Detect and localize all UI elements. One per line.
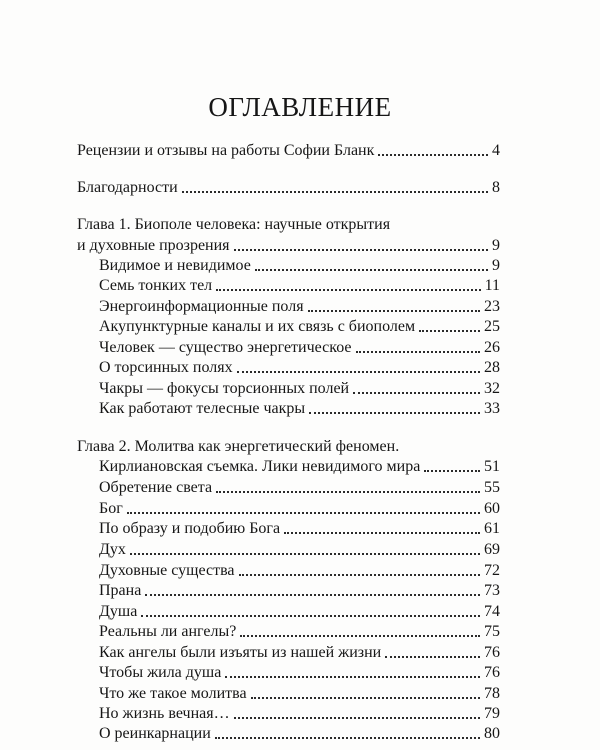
toc-subentry-page: 76	[484, 664, 500, 681]
dot-leader	[216, 289, 480, 291]
toc-subentry-page: 80	[484, 725, 500, 742]
toc-subentry-title: Реальны ли ангелы?	[99, 623, 237, 640]
toc-subentry-title: Видимое и невидимое	[99, 257, 251, 274]
toc-subentry[interactable]	[99, 297, 500, 317]
toc-subentry[interactable]	[99, 256, 500, 276]
toc-subentry-title: Семь тонких тел	[99, 277, 213, 294]
toc-subentry-title: Что же такое молитва	[99, 685, 247, 702]
dot-leader	[378, 154, 488, 156]
toc-subentry[interactable]	[99, 643, 500, 663]
toc-subentry-page: 28	[484, 359, 500, 376]
dot-leader	[141, 615, 480, 617]
toc-subentry-page: 51	[484, 458, 500, 475]
dot-leader	[240, 635, 480, 637]
dot-leader	[127, 512, 480, 514]
toc-subentry[interactable]	[99, 358, 500, 378]
toc-subentry-page: 74	[484, 603, 500, 620]
toc-subentry-title: Обретение света	[99, 479, 213, 496]
toc-subentry-title: Как работают телесные чакры	[99, 400, 306, 417]
toc-subentry-title: О реинкарнации	[99, 725, 211, 742]
toc-subentry[interactable]	[99, 622, 500, 642]
toc-subentry[interactable]	[99, 478, 500, 498]
toc-subentry-page: 33	[484, 400, 500, 417]
toc-subentry[interactable]	[99, 540, 500, 560]
toc-entry-page: 4	[492, 142, 500, 159]
toc-subentry-page: 9	[492, 257, 500, 274]
dot-leader	[234, 717, 480, 719]
toc-subentry[interactable]	[99, 561, 500, 581]
chapter-heading[interactable]: Глава 1. Биополе человека: научные открытия	[77, 216, 391, 233]
dot-leader	[385, 656, 480, 658]
dot-leader	[237, 371, 480, 373]
toc-subentry-title: Душа	[99, 603, 138, 620]
toc-subentry-page: 11	[484, 277, 500, 294]
toc-subentry-title: Дух	[99, 541, 126, 558]
toc-subentry-title: Но жизнь вечная…	[99, 705, 230, 722]
toc-subentry[interactable]	[99, 457, 500, 477]
toc-subentry-title: Кирлиановская съемка. Лики невидимого мира	[99, 458, 421, 475]
page-title: ОГЛАВЛЕНИЕ	[208, 92, 392, 122]
chapter-page: 9	[492, 237, 500, 254]
toc-entry[interactable]	[77, 178, 500, 198]
toc-subentry-title: Энергоинформационные поля	[99, 298, 304, 315]
dot-leader	[239, 574, 480, 576]
toc-subentry-page: 78	[484, 685, 500, 702]
toc-subentry[interactable]	[99, 276, 500, 296]
dot-leader	[145, 594, 480, 596]
toc-entry-title: Благодарности	[77, 179, 178, 196]
dot-leader	[182, 191, 488, 193]
toc-subentry-page: 55	[484, 479, 500, 496]
toc-subentry[interactable]	[99, 581, 500, 601]
toc-subentry-page: 76	[484, 644, 500, 661]
toc-subentry-title: Чакры — фокусы торсионных полей	[99, 380, 350, 397]
chapter-heading[interactable]: Глава 2. Молитва как энергетический феномен.	[77, 438, 400, 455]
toc-subentry[interactable]	[99, 317, 500, 337]
dot-leader	[215, 737, 480, 739]
toc-subentry[interactable]	[99, 338, 500, 358]
toc-subentry-title: По образу и подобию Бога	[99, 520, 281, 537]
toc-subentry-title: О торсинных полях	[99, 359, 233, 376]
toc-subentry[interactable]	[99, 724, 500, 744]
toc-entry[interactable]	[77, 141, 500, 161]
toc-subentry-title: Человек — существо энергетическое	[99, 339, 352, 356]
toc-subentry[interactable]	[99, 519, 500, 539]
toc-subentry[interactable]	[99, 379, 500, 399]
chapter-heading-line[interactable]	[77, 236, 500, 256]
toc-subentry-page: 61	[484, 520, 500, 537]
dot-leader	[225, 676, 480, 678]
dot-leader	[130, 553, 480, 555]
toc-subentry-page: 75	[484, 623, 500, 640]
toc-subentry-page: 60	[484, 500, 500, 517]
dot-leader	[419, 330, 480, 332]
toc-subentry-page: 69	[484, 541, 500, 558]
toc-subentry-page: 23	[484, 298, 500, 315]
toc-subentry-page: 73	[484, 582, 500, 599]
toc-subentry-title: Духовные существа	[99, 562, 235, 579]
dot-leader	[216, 491, 480, 493]
toc-subentry[interactable]	[99, 499, 500, 519]
toc-subentry-page: 72	[484, 562, 500, 579]
toc-subentry[interactable]	[99, 399, 500, 419]
toc-subentry-page: 32	[484, 380, 500, 397]
toc-subentry-title: Чтобы жила душа	[99, 664, 222, 681]
toc-subentry-page: 79	[484, 705, 500, 722]
dot-leader	[251, 697, 480, 699]
toc-subentry-title: Бог	[99, 500, 123, 517]
toc-subentry[interactable]	[99, 663, 500, 683]
dot-leader	[424, 470, 480, 472]
dot-leader	[353, 392, 480, 394]
toc-entry-page: 8	[492, 179, 500, 196]
toc-subentry[interactable]	[99, 684, 500, 704]
dot-leader	[284, 532, 480, 534]
chapter-heading-cont: и духовные прозрения	[77, 237, 230, 254]
toc-entry-title: Рецензии и отзывы на работы Софии Бланк	[77, 142, 375, 159]
toc-subentry-page: 26	[484, 339, 500, 356]
dot-leader	[234, 249, 488, 251]
toc-subentry-title: Прана	[99, 582, 142, 599]
toc-subentry-page: 25	[484, 318, 500, 335]
toc-subentry-title: Как ангелы были изъяты из нашей жизни	[99, 644, 382, 661]
dot-leader	[309, 412, 480, 414]
toc-subentry[interactable]	[99, 602, 500, 622]
dot-leader	[308, 310, 480, 312]
toc-subentry[interactable]	[99, 704, 500, 724]
dot-leader	[356, 351, 480, 353]
dot-leader	[255, 269, 488, 271]
toc-subentry-title: Акупунктурные каналы и их связь с биополем	[99, 318, 416, 335]
